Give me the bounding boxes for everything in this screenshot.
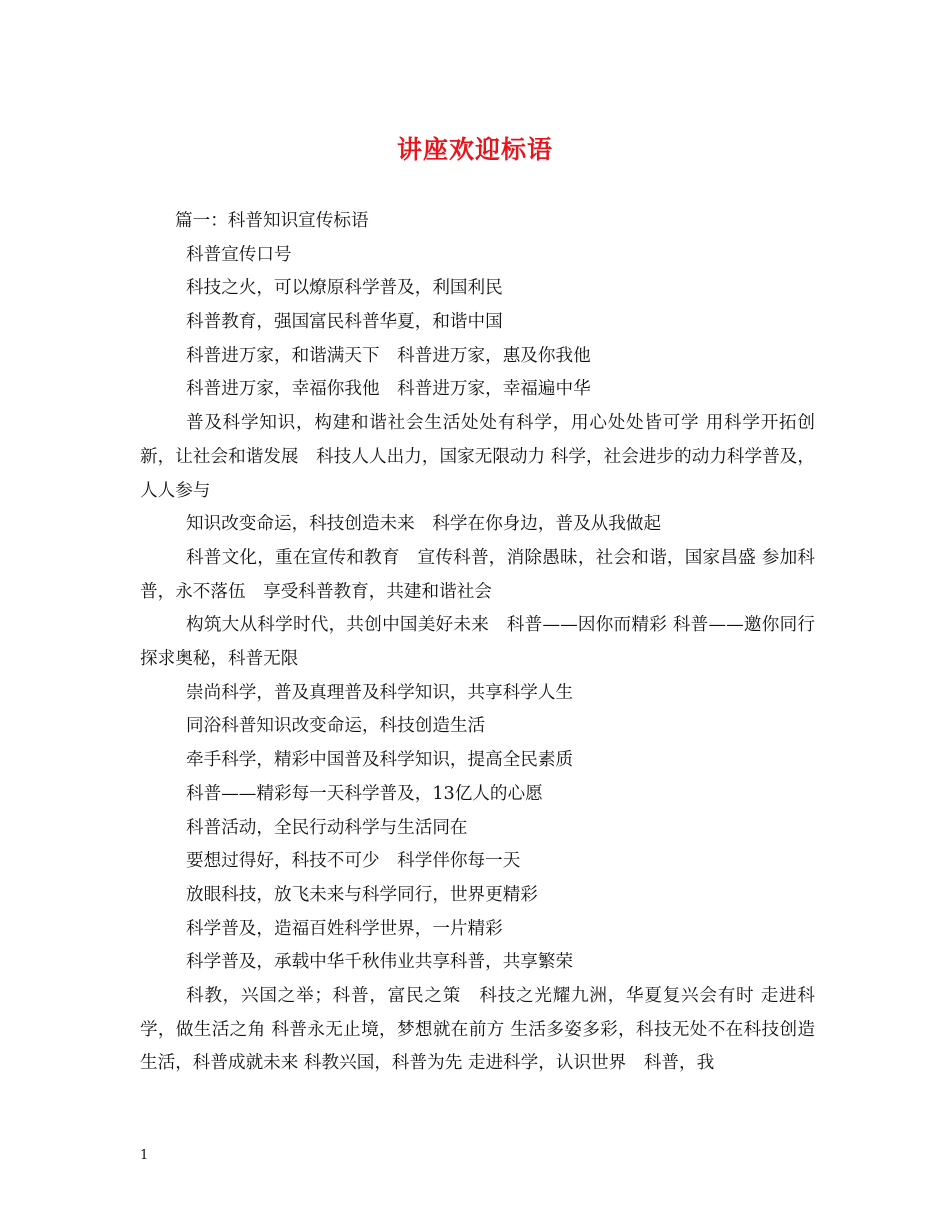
- page-number: 1: [140, 1148, 149, 1163]
- paragraph: 科学普及，造福百姓科学世界，一片精彩: [186, 918, 503, 939]
- section-heading: 篇一：科普知识宣传标语: [175, 211, 369, 231]
- paragraph: 科学普及，承载中华千秋伟业共享科普，共享繁荣: [186, 952, 574, 973]
- paragraph: 放眼科技，放飞未来与科学同行，世界更精彩: [186, 884, 538, 905]
- paragraph: 科普活动，全民行动科学与生活同在: [186, 817, 468, 838]
- paragraph: 要想过得好，科技不可少 科学伴你每一天: [186, 851, 521, 872]
- text-line: 科普教育，强国富民科普华夏，和谐中国: [186, 312, 503, 333]
- text-line: 科普进万家，和谐满天下 科普进万家，惠及你我他: [186, 345, 591, 366]
- paragraph: 牵手科学，精彩中国普及科学知识，提高全民素质: [186, 750, 574, 771]
- document-body: [140, 205, 815, 1081]
- document-title: 讲座欢迎标语: [396, 135, 553, 164]
- paragraph: 科教，兴国之举；科普，富民之策 科技之光耀九洲，华夏复兴会有时 走进科学，做生活之角 科普永无止境，梦想就在前方 生活多姿多彩，科技无处不在科技创造生活，科普成就未来 科教兴国，科普为先 走进科学，认识世界 科普，我: [140, 986, 815, 1074]
- paragraph: 科普——精彩每一天科学普及，13亿人的心愿: [186, 783, 543, 804]
- paragraph: 崇尚科学，普及真理普及科学知识，共享科学人生: [186, 682, 574, 703]
- text-line: 科技之火，可以燎原科学普及，利国利民: [186, 278, 503, 299]
- text-line: 科普宣传口号: [186, 244, 292, 265]
- paragraph: 构筑大从科学时代，共创中国美好未来 科普——因你而精彩 科普——邀你同行探求奥秘，科普无限: [140, 615, 815, 670]
- paragraph: 科普文化，重在宣传和教育 宣传科普，消除愚昧，社会和谐，国家昌盛 参加科普，永不落伍 享受科普教育，共建和谐社会: [140, 547, 815, 602]
- text-line: 科普进万家，幸福你我他 科普进万家，幸福遍中华: [186, 379, 591, 400]
- paragraph: 同浴科普知识改变命运，科技创造生活: [186, 716, 486, 737]
- paragraph: 知识改变命运，科技创造未来 科学在你身边，普及从我做起: [186, 514, 662, 535]
- paragraph: 普及科学知识，构建和谐社会生活处处有科学，用心处处皆可学 用科学开拓创新，让社会和谐发展 科技人人出力，国家无限动力 科学，社会进步的动力科学普及，人人参与: [140, 413, 815, 501]
